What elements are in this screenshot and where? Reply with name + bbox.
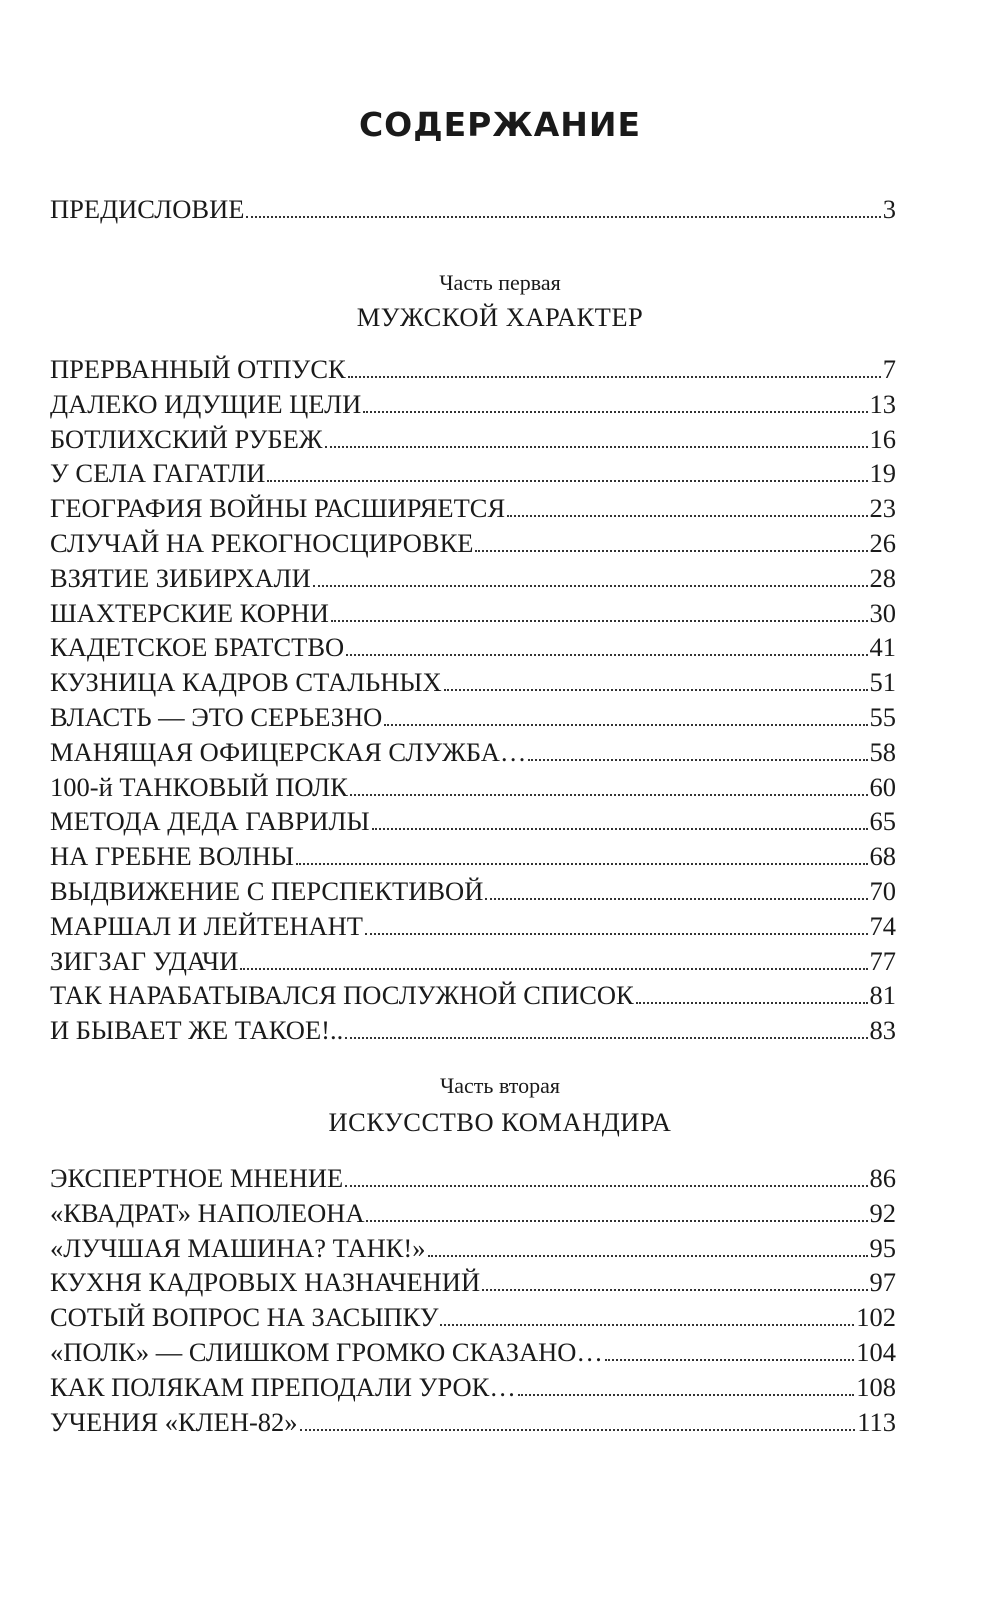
leader-dots	[440, 1323, 854, 1326]
toc-entry-label: «КВАДРАТ» НАПОЛЕОНА	[50, 1197, 365, 1228]
toc-entry-label: ВЗЯТИЕ ЗИБИРХАЛИ	[50, 562, 311, 593]
toc-entry[interactable]	[50, 387, 896, 421]
toc-entry-label: СОТЫЙ ВОПРОС НА ЗАСЫПКУ	[50, 1302, 439, 1333]
page-title: СОДЕРЖАНИЕ	[358, 105, 642, 144]
toc-entry-label: НА ГРЕБНЕ ВОЛНЫ	[50, 841, 295, 872]
toc-entry-page: 70	[869, 876, 896, 906]
toc-entry[interactable]	[50, 700, 896, 734]
toc-entry-page: 13	[869, 388, 896, 419]
toc-entry-page: 83	[869, 1015, 896, 1046]
toc-entry[interactable]	[50, 456, 896, 490]
toc-entry-page: 86	[869, 1163, 896, 1193]
leader-dots	[372, 827, 868, 830]
leader-dots	[605, 1358, 854, 1361]
toc-entry-page: 51	[869, 667, 896, 698]
toc-entry-label: ВЛАСТЬ — ЭТО СЕРЬЕЗНО	[50, 702, 383, 732]
leader-dots	[365, 932, 868, 935]
leader-dots	[267, 479, 867, 482]
toc-entry-page: 113	[857, 1406, 896, 1437]
toc-entry[interactable]	[50, 1300, 896, 1334]
toc-entry[interactable]	[50, 352, 896, 386]
toc-entry[interactable]	[50, 561, 896, 595]
toc-entry-page: 95	[869, 1232, 896, 1263]
toc-entry[interactable]	[50, 526, 896, 560]
leader-dots	[345, 1184, 867, 1187]
toc-entry-label: КАК ПОЛЯКАМ ПРЕПОДАЛИ УРОК…	[50, 1371, 516, 1402]
leader-dots	[313, 584, 868, 587]
leader-dots	[350, 793, 868, 796]
toc-entry-page: 16	[869, 423, 896, 454]
toc-entry[interactable]	[50, 1196, 896, 1230]
toc-entry[interactable]	[50, 1161, 896, 1195]
toc-entry-label: КАДЕТСКОЕ БРАТСТВО	[50, 632, 345, 663]
leader-dots	[246, 215, 880, 218]
leader-dots	[346, 653, 867, 656]
toc-entry-label: МЕТОДА ДЕДА ГАВРИЛЫ	[50, 806, 370, 837]
toc-entry[interactable]	[50, 770, 896, 804]
toc-entry-page: 26	[869, 528, 896, 558]
leader-dots	[528, 758, 867, 761]
toc-entry-label: ПРЕДИСЛОВИЕ	[50, 194, 245, 224]
toc-entry[interactable]	[50, 978, 896, 1012]
toc-entry-preface[interactable]	[50, 192, 896, 226]
leader-dots	[485, 897, 867, 900]
toc-entry[interactable]	[50, 1231, 896, 1265]
toc-entry[interactable]	[50, 1013, 896, 1047]
toc-entry-label: МАРШАЛ И ЛЕЙТЕНАНТ	[50, 910, 363, 941]
part-2-title: ИСКУССТВО КОМАНДИРА	[328, 1107, 672, 1137]
toc-entry[interactable]	[50, 909, 896, 943]
leader-dots	[240, 967, 867, 970]
leader-dots	[345, 1036, 867, 1039]
toc-entry-page: 65	[869, 806, 896, 837]
toc-entry[interactable]	[50, 804, 896, 838]
leader-dots	[384, 723, 867, 726]
toc-entry-page: 77	[869, 945, 896, 976]
toc-entry-label: «ПОЛК» — СЛИШКОМ ГРОМКО СКАЗАНО…	[50, 1337, 603, 1367]
toc-entry-page: 23	[869, 493, 896, 524]
toc-entry-label: У СЕЛА ГАГАТЛИ	[50, 458, 266, 489]
toc-entry[interactable]	[50, 1265, 896, 1299]
leader-dots	[348, 375, 881, 378]
leader-dots	[428, 1254, 868, 1257]
toc-entry[interactable]	[50, 735, 896, 769]
part-1-subtitle: Часть первая	[439, 270, 561, 295]
toc-entry-page: 60	[869, 771, 896, 802]
toc-entry-page: 28	[869, 562, 896, 593]
toc-entry-page: 74	[869, 910, 896, 941]
leader-dots	[507, 514, 867, 517]
leader-dots	[636, 1001, 868, 1004]
leader-dots	[475, 549, 867, 552]
toc-entry[interactable]	[50, 839, 896, 873]
toc-entry-page: 108	[856, 1371, 896, 1402]
toc-entry[interactable]	[50, 422, 896, 456]
toc-entry-label: И БЫВАЕТ ЖЕ ТАКОЕ!..	[50, 1015, 344, 1046]
toc-entry[interactable]	[50, 1405, 896, 1439]
toc-entry-label: ШАХТЕРСКИЕ КОРНИ	[50, 597, 329, 628]
leader-dots	[300, 1428, 856, 1431]
part-1-title: МУЖСКОЙ ХАРАКТЕР	[356, 302, 644, 332]
toc-entry-label: ТАК НАРАБАТЫВАЛСЯ ПОСЛУЖНОЙ СПИСОК	[50, 980, 634, 1011]
toc-entry-label: УЧЕНИЯ «КЛЕН-82»	[50, 1406, 298, 1437]
toc-entry-page: 104	[856, 1337, 896, 1367]
toc-entry-page: 55	[869, 702, 896, 732]
toc-entry[interactable]	[50, 1335, 896, 1369]
toc-entry-label: МАНЯЩАЯ ОФИЦЕРСКАЯ СЛУЖБА…	[50, 736, 527, 767]
toc-entry[interactable]	[50, 596, 896, 630]
toc-entry-label: ЗИГЗАГ УДАЧИ	[50, 945, 239, 976]
leader-dots	[325, 445, 868, 448]
toc-entry[interactable]	[50, 491, 896, 525]
toc-entry-page: 97	[869, 1267, 896, 1298]
toc-entry-label: СЛУЧАЙ НА РЕКОГНОСЦИРОВКЕ	[50, 528, 474, 558]
toc-entry-page: 68	[869, 841, 896, 872]
toc-entry-label: 100-й ТАНКОВЫЙ ПОЛК	[50, 771, 348, 802]
toc-entry-label: ЭКСПЕРТНОЕ МНЕНИЕ	[50, 1163, 344, 1193]
toc-entry-label: ДАЛЕКО ИДУЩИЕ ЦЕЛИ	[50, 388, 362, 419]
toc-entry-page: 58	[869, 736, 896, 767]
toc-entry[interactable]	[50, 1370, 896, 1404]
leader-dots	[366, 1219, 867, 1222]
leader-dots	[331, 619, 868, 622]
leader-dots	[444, 688, 868, 691]
toc-entry-label: ПРЕРВАННЫЙ ОТПУСК	[50, 354, 346, 384]
leader-dots	[518, 1393, 854, 1396]
leader-dots	[363, 410, 867, 413]
toc-entry-label: БОТЛИХСКИЙ РУБЕЖ	[50, 423, 323, 454]
toc-entry[interactable]	[50, 874, 896, 908]
toc-entry-page: 92	[869, 1197, 896, 1228]
toc-entry-page: 19	[869, 458, 896, 489]
toc-entry-page: 102	[856, 1302, 896, 1333]
toc-entry-label: КУХНЯ КАДРОВЫХ НАЗНАЧЕНИЙ	[50, 1267, 481, 1298]
toc-entry[interactable]	[50, 944, 896, 978]
leader-dots	[296, 862, 867, 865]
leader-dots	[482, 1288, 867, 1291]
toc-entry-label: «ЛУЧШАЯ МАШИНА? ТАНК!»	[50, 1232, 426, 1263]
toc-entry[interactable]	[50, 630, 896, 664]
toc-entry-page: 81	[869, 980, 896, 1011]
toc-entry-page: 7	[882, 354, 896, 384]
toc-entry-label: ВЫДВИЖЕНИЕ С ПЕРСПЕКТИВОЙ	[50, 876, 484, 906]
toc-entry-label: ГЕОГРАФИЯ ВОЙНЫ РАСШИРЯЕТСЯ	[50, 493, 506, 524]
part-2-subtitle: Часть вторая	[439, 1073, 561, 1098]
toc-entry-label: КУЗНИЦА КАДРОВ СТАЛЬНЫХ	[50, 667, 442, 698]
toc-entry-page: 3	[882, 194, 896, 224]
toc-entry[interactable]	[50, 665, 896, 699]
toc-entry-page: 41	[869, 632, 896, 663]
toc-entry-page: 30	[869, 597, 896, 628]
